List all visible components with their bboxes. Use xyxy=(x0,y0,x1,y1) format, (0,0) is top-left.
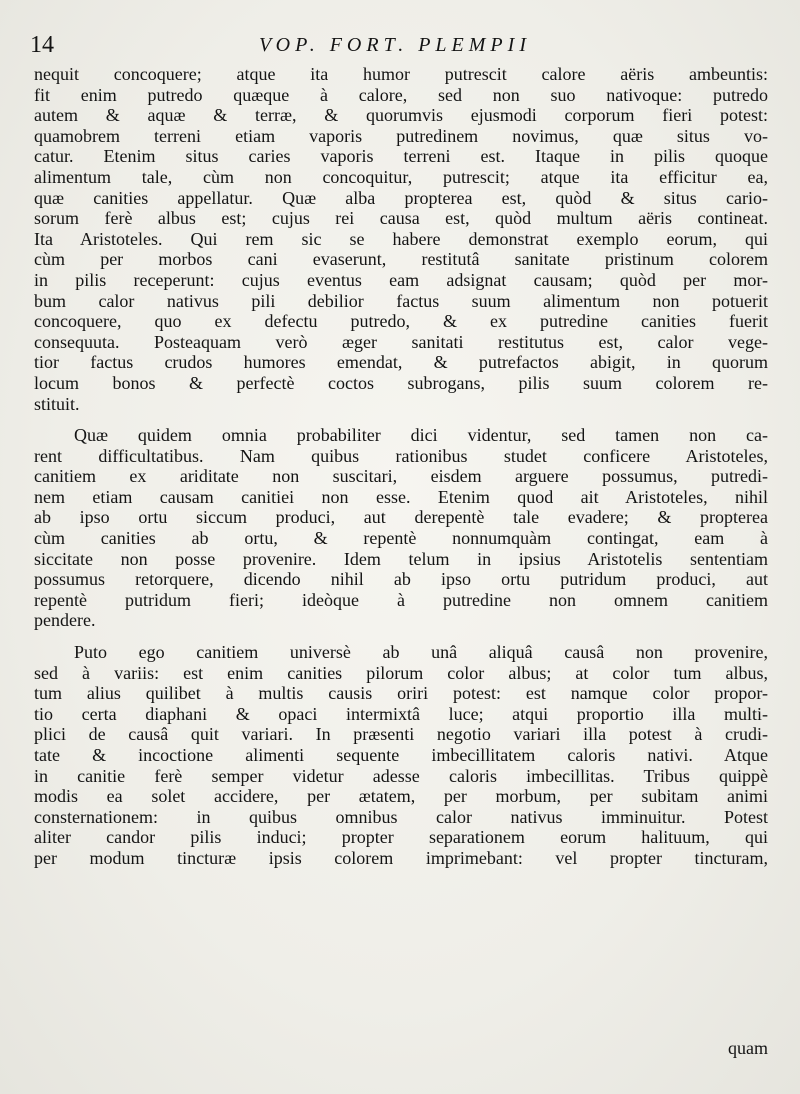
text-line: bum calor nativus pili debilior factus suum alimentum non potuerit xyxy=(34,290,768,311)
text-line: repentè putridum fieri; ideòque à putredine non omnem canitiem xyxy=(34,589,768,610)
text-line: plici de causâ quit variari. In præsenti negotio variari illa potest à crudi- xyxy=(34,724,768,745)
text-line: siccitate non posse provenire. Idem telum in ipsius Aristotelis sententiam xyxy=(34,548,768,569)
text-line: per modum tincturæ ipsis colorem imprimebant: vel propter tincturam, xyxy=(34,847,768,868)
text-line: tum alius quilibet à multis causis oriri potest: est namque color propor- xyxy=(34,683,768,704)
text-line: autem & aquæ & terræ, & quorumvis ejusmodi corporum fieri potest: xyxy=(34,105,768,126)
catchword: quam xyxy=(728,1038,768,1058)
text-line: quamobrem terreni etiam vaporis putredinem novimus, quæ situs vo- xyxy=(34,125,768,146)
text-line: quæ canities appellatur. Quæ alba propterea est, quòd & situs cario- xyxy=(34,187,768,208)
text-line: Ita Aristoteles. Qui rem sic se habere demonstrat exemplo eorum, qui xyxy=(34,228,768,249)
text-line: consternationem: in quibus omnibus calor nativus imminuitur. Potest xyxy=(34,806,768,827)
text-line: tio certa diaphani & opaci intermixtâ luce; atqui proportio illa multi- xyxy=(34,703,768,724)
text-line: alimentum tale, cùm non concoquitur, putrescit; atque ita efficitur ea, xyxy=(34,166,768,187)
paragraph-1 xyxy=(34,64,768,414)
text-line: concoquere, quo ex defectu putredo, & ex putredine canities fuerit xyxy=(34,311,768,332)
text-line: nequit concoquere; atque ita humor putrescit calore aëris ambeuntis: xyxy=(34,64,768,84)
text-line: canitiem ex ariditate non suscitari, eisdem arguere possumus, putredi- xyxy=(34,466,768,487)
text-line: sed à variis: est enim canities pilorum color albus; at color tum albus, xyxy=(34,662,768,683)
text-line: in canitie ferè semper videtur adesse caloris imbecillitas. Tribus quippè xyxy=(34,765,768,786)
text-line: Puto ego canitiem universè ab unâ aliquâ causâ non provenire, xyxy=(74,642,768,663)
text-line: cùm canities ab ortu, & repentè nonnumquàm contingat, eam à xyxy=(34,528,768,549)
text-line: locum bonos & perfectè coctos subrogans, pilis suum colorem re- xyxy=(34,372,768,393)
text-line: tior factus crudos humores emendat, & putrefactos abigit, in quorum xyxy=(34,352,768,373)
text-line: Quæ quidem omnia probabiliter dici videntur, sed tamen non ca- xyxy=(74,425,768,446)
text-line: nem etiam causam canitiei non esse. Etenim quod ait Aristoteles, nihil xyxy=(34,486,768,507)
page-number: 14 xyxy=(30,32,54,58)
text-line: catur. Etenim situs caries vaporis terreni est. Itaque in pilis quoque xyxy=(34,146,768,167)
page-header xyxy=(30,30,760,60)
text-line: stituit. xyxy=(34,393,80,414)
text-line: consequuta. Posteaquam verò æger sanitati restitutus est, calor vege- xyxy=(34,331,768,352)
text-line: tate & incoctione alimenti sequente imbecillitatem caloris nativi. Atque xyxy=(34,745,768,765)
running-head: VOP. FORT. PLEMPII xyxy=(259,34,531,56)
text-line: pendere. xyxy=(34,610,96,631)
paragraph-2 xyxy=(34,425,768,631)
text-line: aliter candor pilis induci; propter separationem eorum halituum, qui xyxy=(34,827,768,848)
text-line: sorum ferè albus est; cujus rei causa est, quòd multum aëris contineat. xyxy=(34,208,768,229)
text-line: cùm per morbos cani evaserunt, restitutâ sanitate pristinum colorem xyxy=(34,249,768,270)
body-text xyxy=(34,64,768,869)
text-line: in pilis receperunt: cujus eventus eam adsignat causam; quòd per mor- xyxy=(34,269,768,290)
text-line: modis ea solet accidere, per ætatem, per morbum, per subitam animi xyxy=(34,786,768,807)
text-line: ab ipso ortu siccum produci, aut derepentè tale evadere; & propterea xyxy=(34,507,768,528)
text-line: fit enim putredo quæque à calore, sed non suo nativoque: putredo xyxy=(34,84,768,105)
text-line: possumus retorquere, dicendo nihil ab ipso ortu putridum produci, aut xyxy=(34,569,768,590)
text-line: rent difficultatibus. Nam quibus rationibus studet conficere Aristoteles, xyxy=(34,445,768,466)
paragraph-3 xyxy=(34,642,768,869)
